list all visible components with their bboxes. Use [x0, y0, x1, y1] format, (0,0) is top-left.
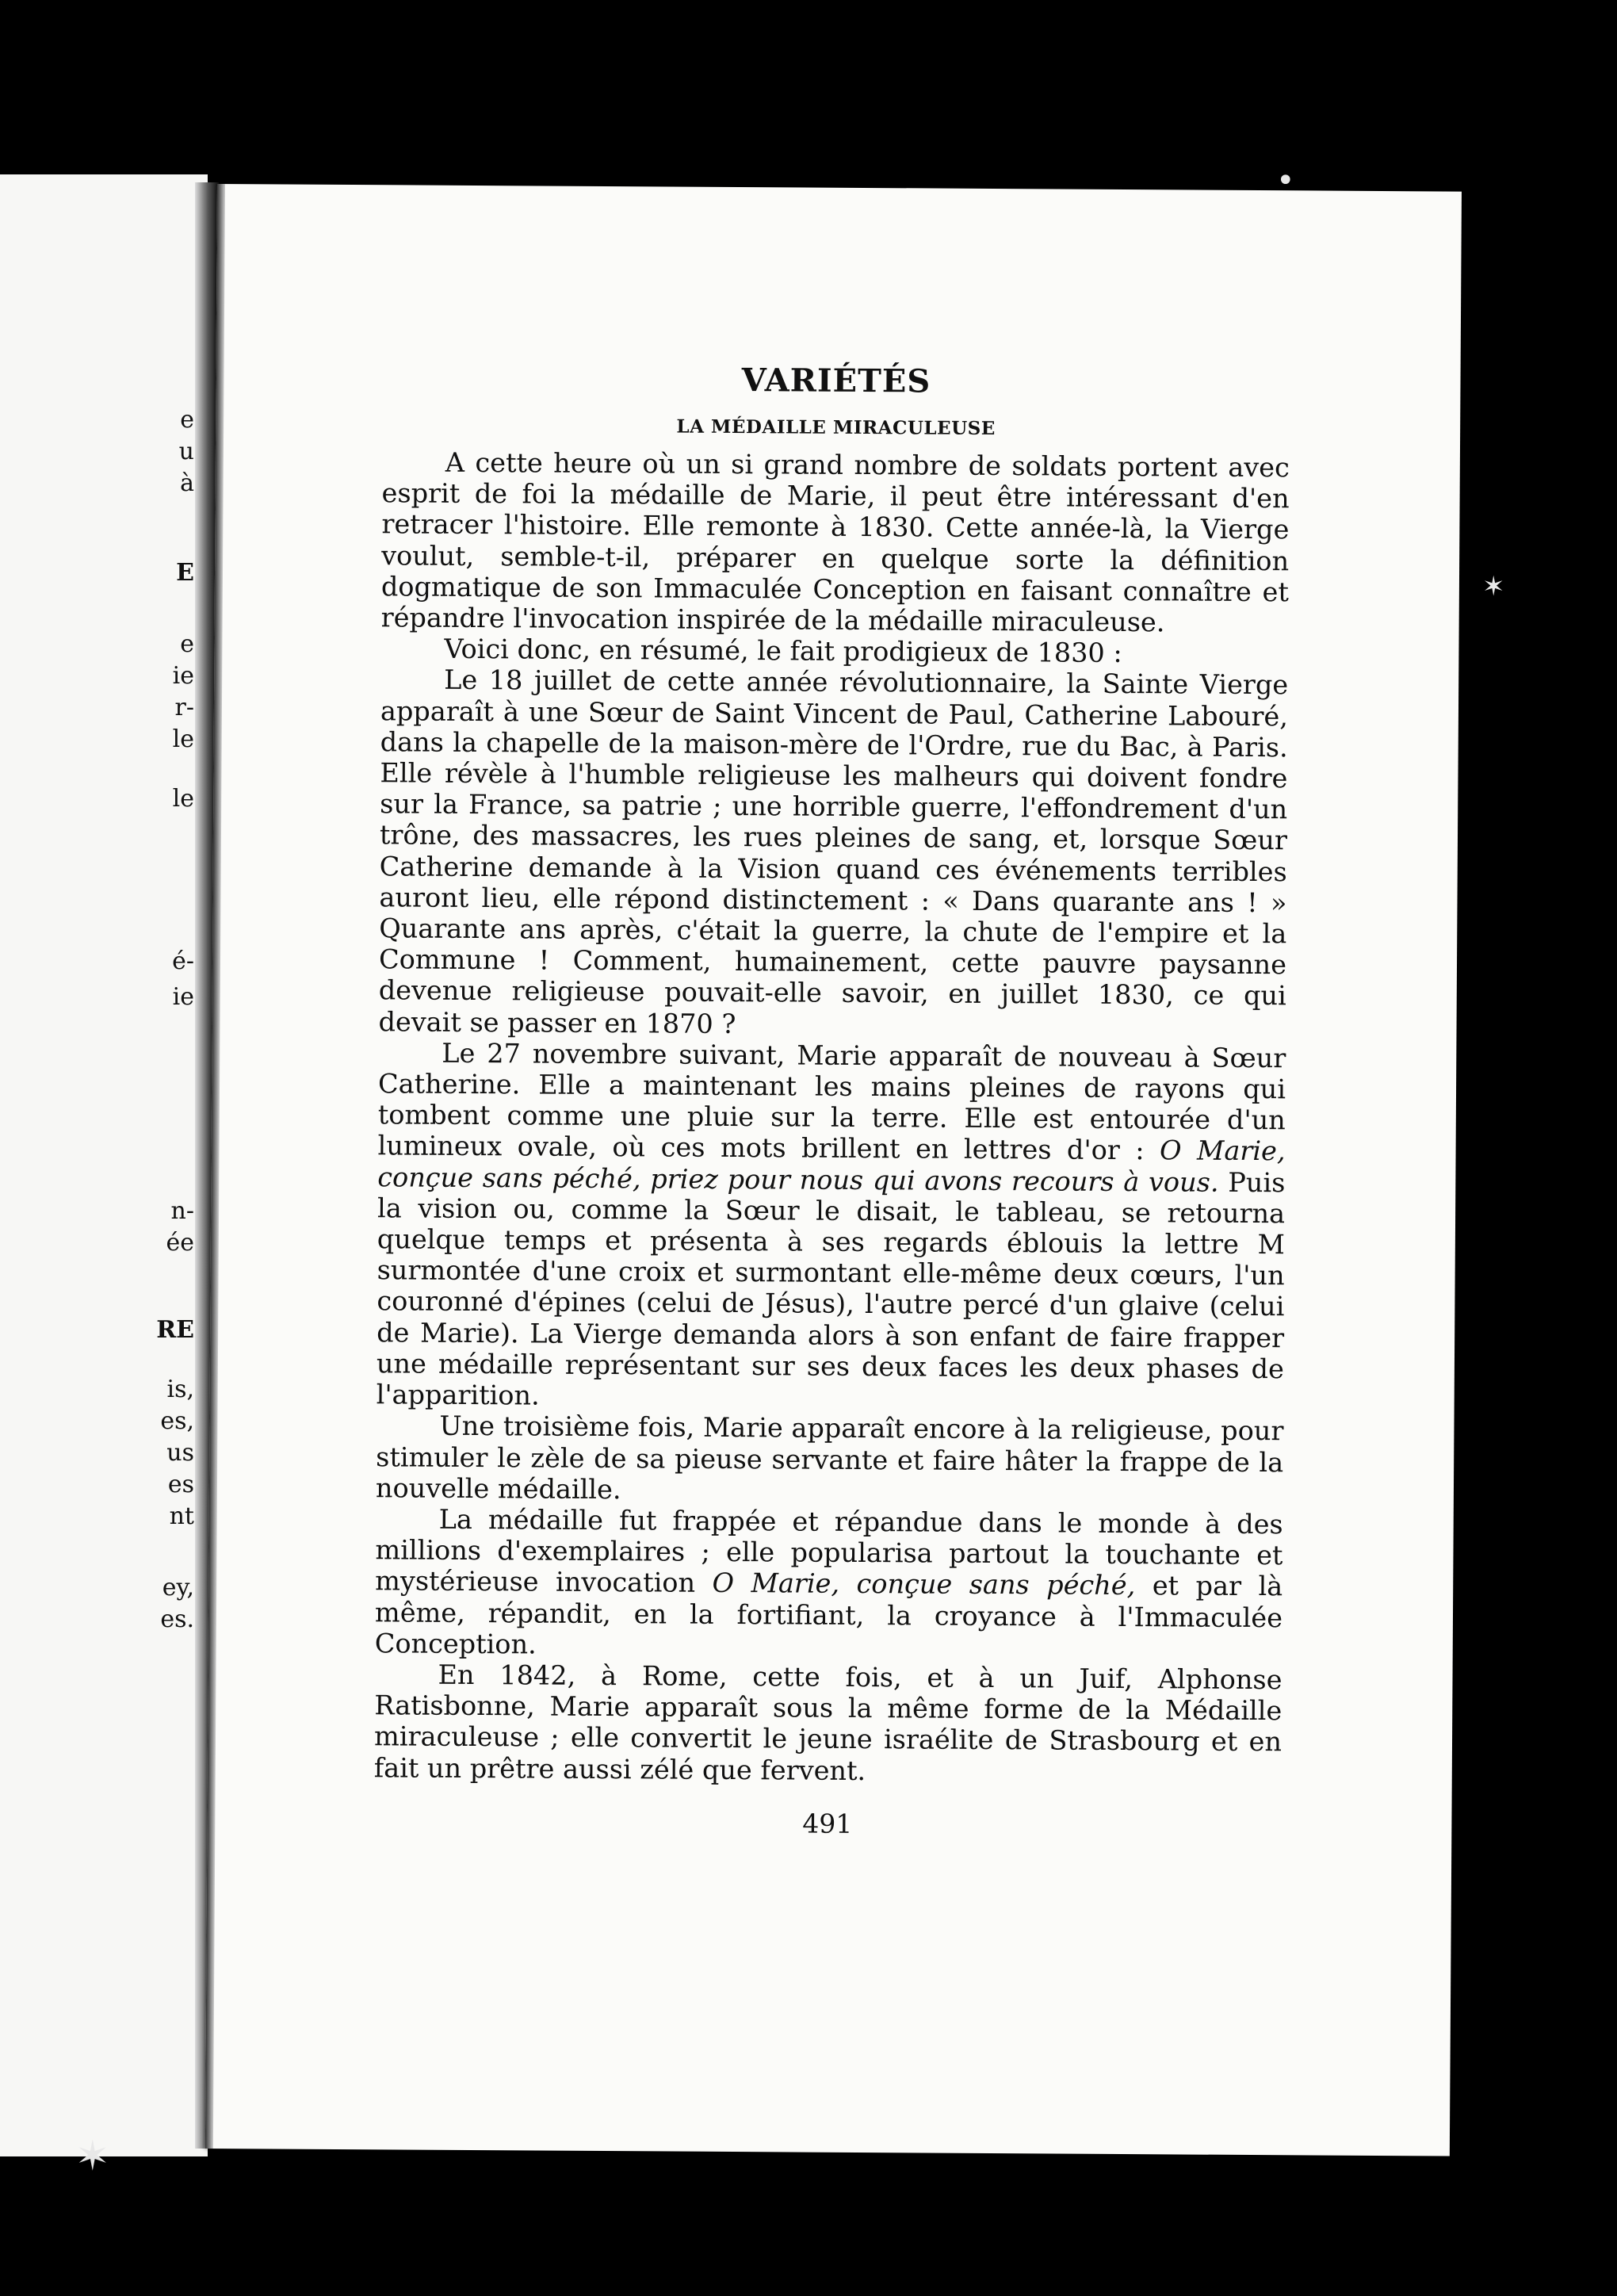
- italic-invocation: O Marie, conçue sans péché,: [712, 1567, 1136, 1601]
- paragraph: [374, 1659, 1283, 1789]
- previous-page-fragment: à: [180, 469, 194, 497]
- article-body: [374, 446, 1290, 1789]
- previous-page-fragment: r-: [174, 694, 194, 721]
- previous-page-fragment: nt: [169, 1502, 194, 1530]
- previous-page-fragment: ie: [172, 662, 194, 690]
- previous-page-fragment: e: [180, 406, 194, 434]
- previous-page-fragment: is,: [166, 1376, 194, 1403]
- paragraph: [375, 1503, 1283, 1664]
- text-run: En 1842, à Rome, cette fois, et à un Juif, Alphonse Ratisbonne, Marie apparaît sous la même forme de la Médaille miraculeuse ; elle convertit le jeune israélite de Strasbourg et en fait un prêtre aussi zélé que fervent.: [373, 1659, 1283, 1786]
- book-page: [205, 184, 1462, 2156]
- previous-page-fragment: ey,: [162, 1574, 194, 1601]
- text-run: La médaille fut frappée et répandue dans le monde à des millions d'exemplaires ; elle popularisa partout la touchante et mystérieuse invocation: [375, 1503, 1283, 1599]
- previous-page-fragment: é-: [172, 947, 194, 975]
- article-title: LA MÉDAILLE MIRACULEUSE: [676, 415, 996, 440]
- paragraph: [381, 446, 1290, 638]
- text-run: A cette heure où un si grand nombre de soldats portent avec esprit de foi la médaille de Marie, il peut être intéressant d'en retracer l'histoire. Elle remonte à 1830. Cette année-là, la Vierge voulut, semble-t-il, préparer en quelque sorte la définition dogmatique de son Immaculée Conception en faisant connaître et répandre l'invocation inspirée de la médaille miraculeuse.: [380, 446, 1290, 638]
- speck-mark: ✶: [75, 2133, 110, 2180]
- speck-mark: •: [1276, 163, 1295, 199]
- italic-invocation: O Marie, conçue sans péché, priez pour nous qui avons recours à vous.: [377, 1135, 1286, 1198]
- text-run: Puis la vision ou, comme la Sœur le disait, le tableau, se retourna quelque temps et présenta à ses regards éblouis la lettre M surmontée d'une croix et surmontant elle-même deux cœurs, l'un couronné d'épines (celui de Jésus), l'autre percé d'un glaive (celui de Marie). La Vierge demanda alors à son enfant de faire frapper une médaille représentant sur ses deux faces les deux phases de l'apparition.: [376, 1166, 1286, 1411]
- previous-page-fragment: us: [166, 1439, 194, 1467]
- page-text-block: [373, 359, 1290, 1842]
- section-title: VARIÉTÉS: [741, 362, 931, 400]
- text-run: et par là même, répandit, en la fortifiant, la croyance à l'Immaculée Conception.: [374, 1570, 1283, 1660]
- previous-page-fragment: n-: [170, 1197, 194, 1225]
- text-run: Le 18 juillet de cette année révolutionnaire, la Sainte Vierge apparaît à une Sœur de Saint Vincent de Paul, Catherine Labouré, dans la chapelle de la maison-mère de l'Ordre, rue du Bac, à Paris. Elle révèle à l'humble religieuse les malheurs qui doivent fondre sur la France, sa patrie ; une horrible guerre, l'effondrement d'un trône, des massacres, les rues pleines de sang, et, lorsque Sœur Catherine demande à la Vision quand ces événements terribles auront lieu, elle répond distinctement : « Dans quarante ans ! » Quarante ans après, c'était la guerre, la chute de l'empire et la Commune ! Comment, humainement, cette pauvre paysanne devenue religieuse pouvait-elle savoir, en juillet 1830, ce qui devait se passer en 1870 ?: [378, 664, 1289, 1039]
- previous-page-fragment: u: [178, 438, 194, 465]
- previous-page-fragment: RE: [156, 1316, 194, 1344]
- previous-page-fragment: le: [172, 785, 194, 813]
- paragraph: [377, 1037, 1286, 1415]
- previous-page-fragment: es,: [160, 1407, 194, 1435]
- previous-page-fragment: E: [176, 559, 194, 587]
- page-number: 491: [802, 1808, 853, 1839]
- previous-page-fragment: es.: [160, 1605, 194, 1633]
- paragraph: [376, 1410, 1284, 1510]
- speck-mark: ✶: [1482, 571, 1505, 603]
- previous-page-fragment: ée: [166, 1229, 194, 1257]
- paragraph: [378, 664, 1288, 1043]
- text-run: Voici donc, en résumé, le fait prodigieux de 1830 :: [444, 633, 1122, 669]
- previous-page-fragment: es: [167, 1471, 194, 1498]
- text-run: Une troisième fois, Marie apparaît encore à la religieuse, pour stimuler le zèle de sa pieuse servante et faire hâter la frappe de la nouvelle médaille.: [375, 1410, 1284, 1505]
- previous-page-fragment: le: [172, 725, 194, 753]
- previous-page-fragment: e: [180, 630, 194, 658]
- text-run: Le 27 novembre suivant, Marie apparaît de nouveau à Sœur Catherine. Elle a maintenant les mains pleines de rayons qui tombent comme une pluie sur la terre. Elle est entourée d'un lumineux ovale, où ces mots brillent en lettres d'or :: [377, 1037, 1286, 1166]
- previous-page-fragment: ie: [172, 983, 194, 1011]
